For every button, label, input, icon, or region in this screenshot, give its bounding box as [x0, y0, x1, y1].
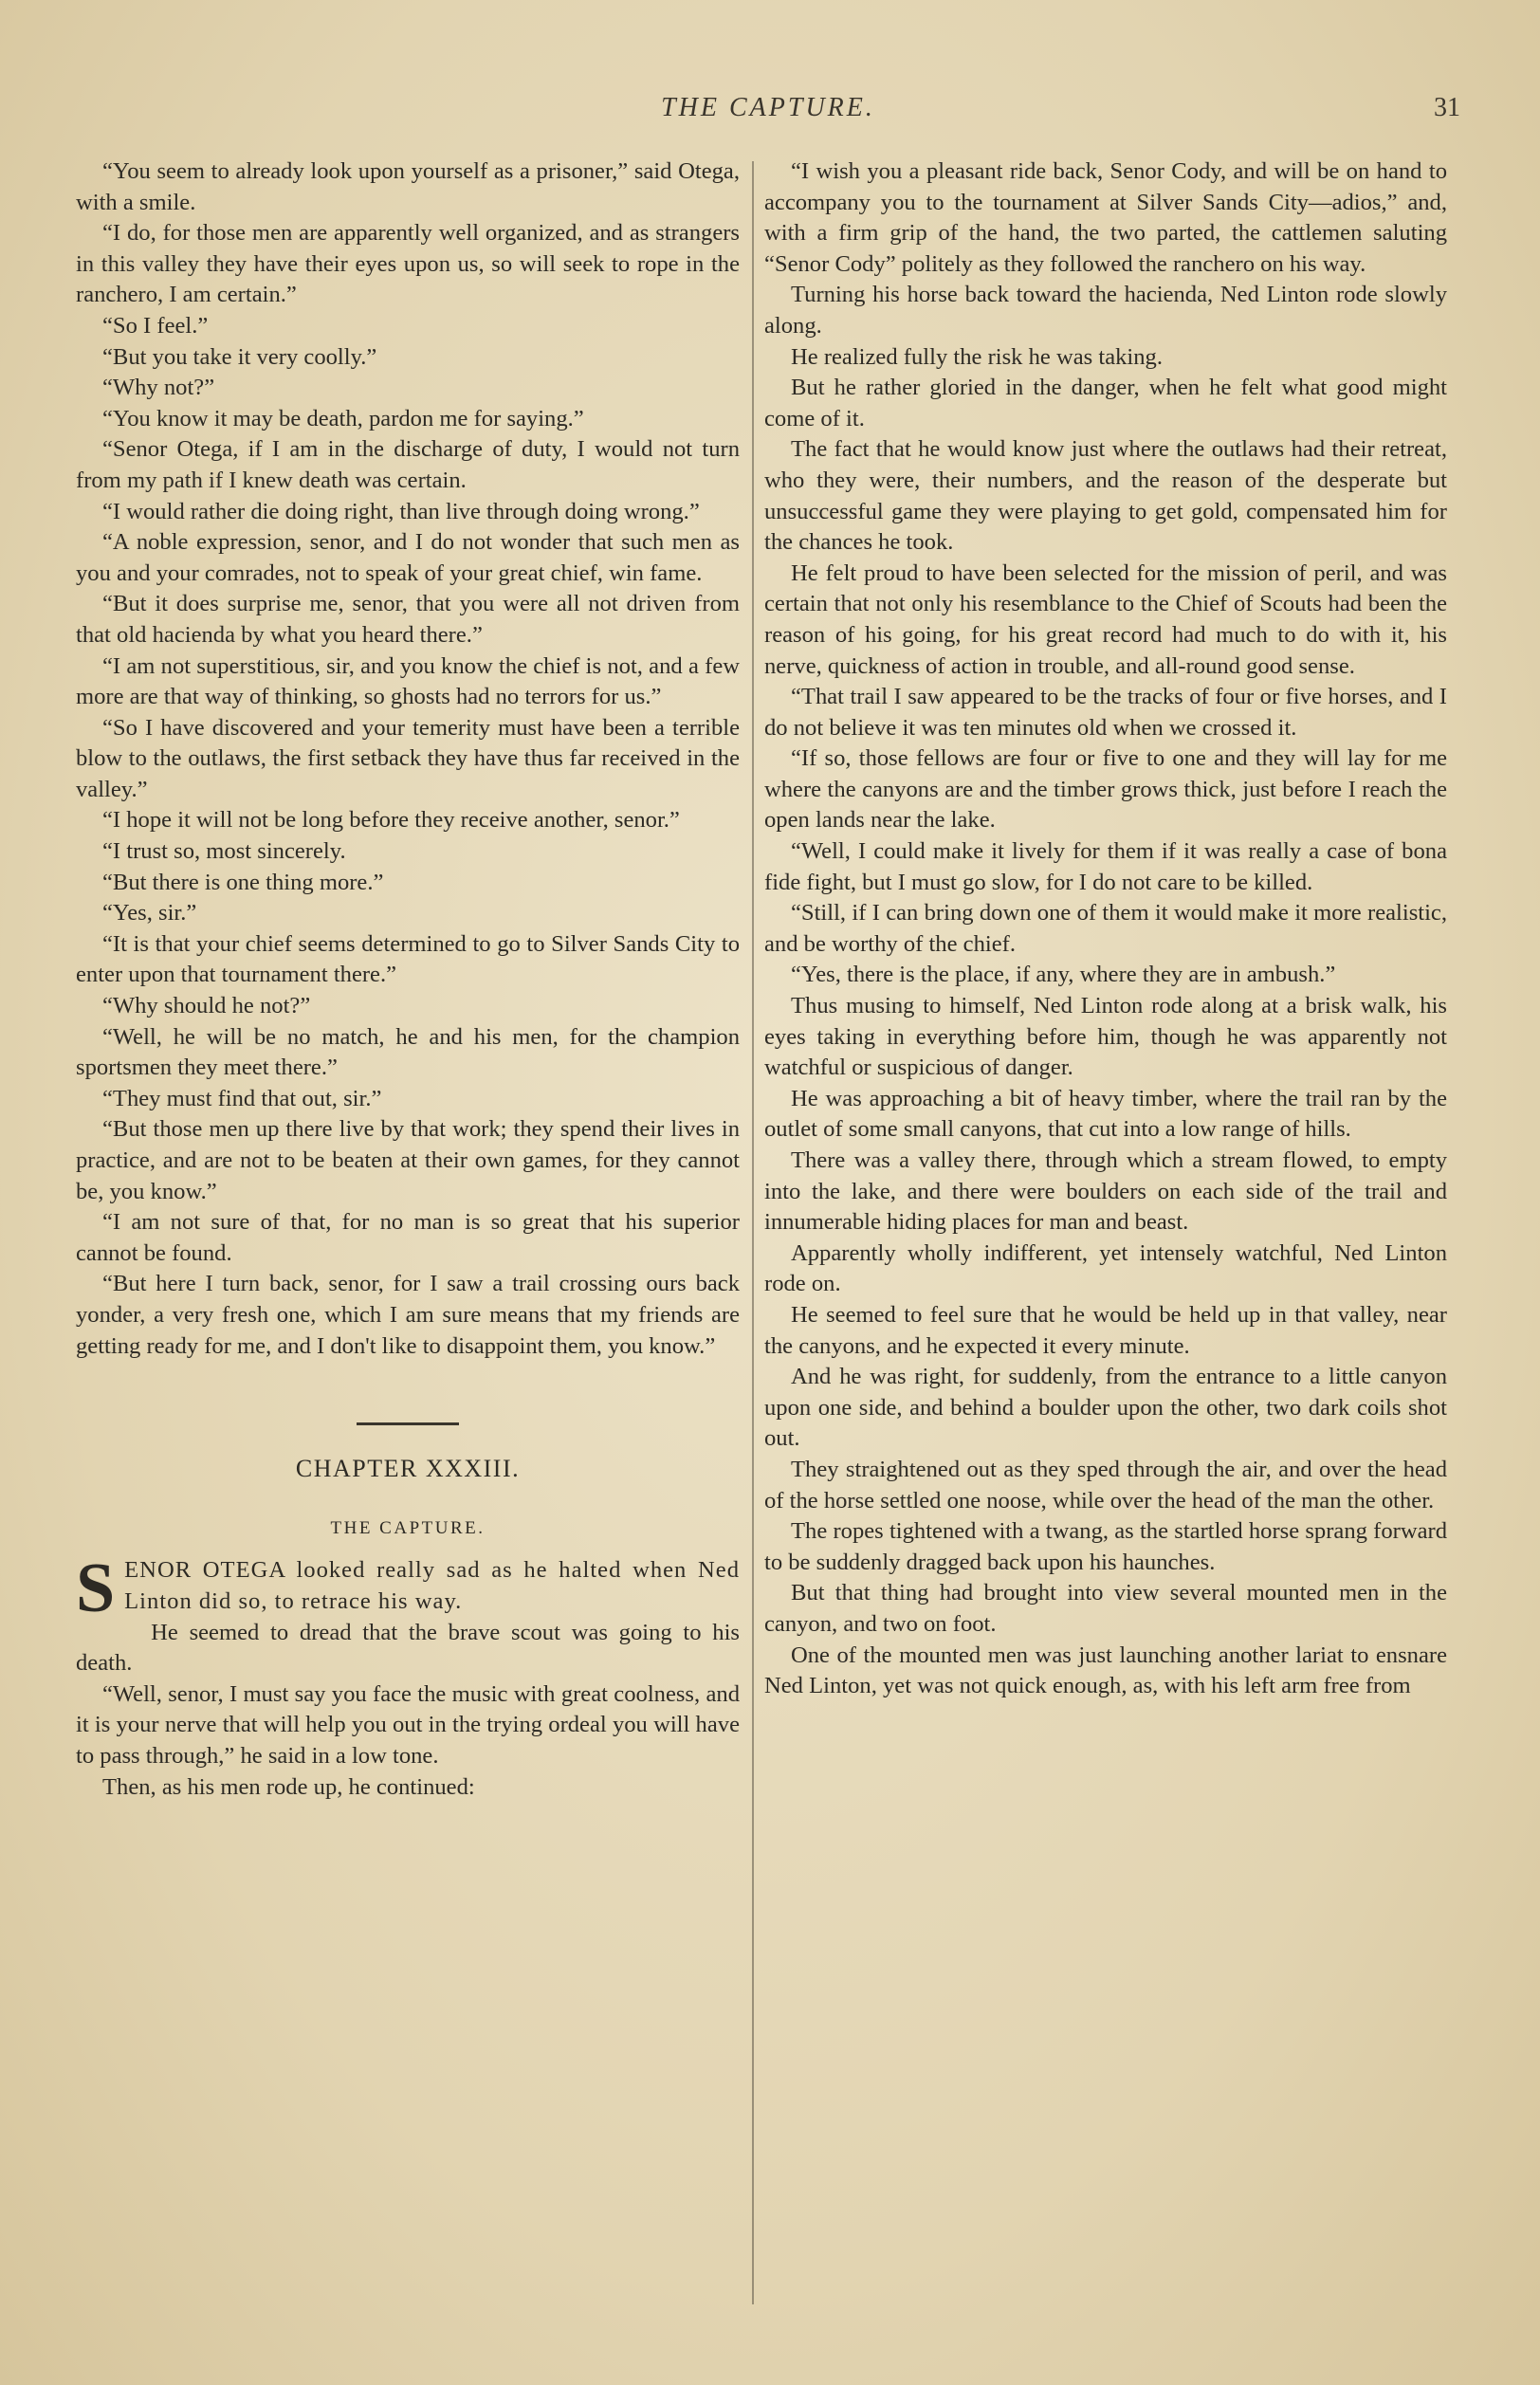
- paragraph: Apparently wholly indifferent, yet intensely watchful, Ned Linton rode on.: [764, 1239, 1447, 1297]
- paragraph: “A noble expression, senor, and I do not wonder that such men as you and your comrades, not to speak of your great chief, win fame.: [76, 529, 740, 586]
- column-rule: [752, 161, 754, 2304]
- chapter-subtitle: THE CAPTURE.: [330, 1517, 486, 1538]
- paragraph: “Still, if I can bring down one of them it would make it more realistic, and be worthy of the chief.: [764, 900, 1447, 957]
- paragraph: They straightened out as they sped through the air, and over the head of the horse settled one noose, while over the head of the man the other.: [764, 1456, 1447, 1514]
- paragraph: The fact that he would know just where the outlaws had their retreat, who they were, their numbers, and the reason of the desperate but unsuccessful game they were playing to get gold, compensated him for the chances he took.: [764, 436, 1447, 556]
- paragraph: “You seem to already look upon yourself as a prisoner,” said Otega, with a smile.: [76, 158, 740, 215]
- paragraph: “I wish you a pleasant ride back, Senor Cody, and will be on hand to accompany you to the tournament at Silver Sands City—adios,” and, with a firm grip of the hand, the two parted, the cattlemen saluting “Senor Cody” politely as they followed the ranchero on his way.: [764, 158, 1447, 277]
- paragraph: “But you take it very coolly.”: [102, 343, 377, 370]
- paragraph: “Well, senor, I must say you face the music with great coolness, and it is your nerve that will help you out in the trying ordeal you will have to pass through,” he said in a low tone.: [76, 1680, 740, 1769]
- paragraph: The ropes tightened with a twang, as the startled horse sprang forward to be suddenly dragged back upon his haunches.: [764, 1518, 1447, 1575]
- paragraph: “I am not sure of that, for no man is so great that his superior cannot be found.: [76, 1209, 740, 1266]
- paragraph: “I trust so, most sincerely.: [102, 838, 346, 865]
- paragraph: He realized fully the risk he was taking.: [791, 343, 1163, 370]
- paragraph: Thus musing to himself, Ned Linton rode along at a brisk walk, his eyes taking in everything before him, though he was apparently not watchful or suspicious of danger.: [764, 993, 1447, 1081]
- paragraph: But he rather gloried in the danger, when he felt what good might come of it.: [764, 375, 1447, 431]
- paragraph: “I would rather die doing right, than live through doing wrong.”: [102, 498, 700, 524]
- paragraph: “But there is one thing more.”: [102, 869, 384, 895]
- paragraph: But that thing had brought into view several mounted men in the canyon, and two on foot.: [764, 1580, 1447, 1637]
- right-column: [764, 156, 1447, 1702]
- paragraph: He seemed to dread that the brave scout was going to his death.: [76, 1619, 740, 1677]
- page-header: [76, 93, 1460, 131]
- paragraph: One of the mounted men was just launching another lariat to ensnare Ned Linton, yet was not quick enough, as, with his left arm free from: [764, 1642, 1447, 1699]
- paragraph: “Why should he not?”: [102, 993, 311, 1019]
- running-title: THE CAPTURE.: [661, 93, 875, 122]
- page-number: 31: [1434, 93, 1460, 122]
- paragraph: “You know it may be death, pardon me for saying.”: [102, 405, 584, 431]
- paragraph: “If so, those fellows are four or five to one and they will lay for me where the canyons are and the timber grows thick, just before I reach the open lands near the lake.: [764, 745, 1447, 834]
- paragraph: “Yes, sir.”: [102, 900, 197, 926]
- paragraph: “Why not?”: [102, 375, 215, 401]
- paragraph: He seemed to feel sure that he would be held up in that valley, near the canyons, and he expected it every minute.: [764, 1301, 1447, 1359]
- paragraph: “Yes, there is the place, if any, where they are in ambush.”: [791, 962, 1336, 988]
- paragraph: “I hope it will not be long before they receive another, senor.”: [102, 807, 680, 834]
- drop-cap: S: [76, 1550, 116, 1628]
- paragraph: “So I feel.”: [102, 312, 209, 339]
- left-column: [76, 156, 740, 1803]
- first-paragraph-text: ENOR OTEGA looked really sad as he halted when Ned Linton did so, to retrace his way.: [124, 1557, 740, 1614]
- chapter-divider: [357, 1422, 459, 1425]
- paragraph: “But it does surprise me, senor, that you were all not driven from that old hacienda by what you heard there.”: [76, 591, 740, 648]
- chapter-opening: [76, 1422, 740, 1803]
- paragraph: And he was right, for suddenly, from the entrance to a little canyon upon one side, and behind a boulder upon the other, two dark coils shot out.: [764, 1364, 1447, 1452]
- paragraph: “Well, I could make it lively for them if it was really a case of bona fide fight, but I must go slow, for I do not care to be killed.: [764, 838, 1447, 895]
- paragraph: “But here I turn back, senor, for I saw a trail crossing ours back yonder, a very fresh one, which I am sure means that my friends are getting ready for me, and I don't like to disappoint them, you know.”: [76, 1271, 740, 1359]
- paragraph: “I do, for those men are apparently well organized, and as strangers in this valley they have their eyes upon us, so will seek to rope in the ranchero, I am certain.”: [76, 220, 740, 308]
- paragraph: He felt proud to have been selected for the mission of peril, and was certain that not only his resemblance to the Chief of Scouts had been the reason of his going, for his great record had much to do with it, his nerve, quickness of action in trouble, and all-round good sense.: [764, 560, 1447, 679]
- paragraph: Turning his horse back toward the hacienda, Ned Linton rode slowly along.: [764, 282, 1447, 339]
- chapter-heading: CHAPTER XXXIII.: [295, 1455, 521, 1483]
- paragraph: “Senor Otega, if I am in the discharge of duty, I would not turn from my path if I knew death was certain.: [76, 436, 740, 493]
- paragraph: “So I have discovered and your temerity must have been a terrible blow to the outlaws, the first setback they have thus far received in the valley.”: [76, 714, 740, 802]
- paragraph: “I am not superstitious, sir, and you know the chief is not, and a few more are that way of thinking, so ghosts had no terrors for us.”: [76, 652, 740, 710]
- paragraph: “Well, he will be no match, he and his men, for the champion sportsmen they meet there.”: [76, 1023, 740, 1081]
- paragraph: “It is that your chief seems determined to go to Silver Sands City to enter upon that tournament there.”: [76, 930, 740, 988]
- paragraph: “But those men up there live by that work; they spend their lives in practice, and are not to be beaten at their own games, for they cannot be, you know.”: [76, 1116, 740, 1204]
- paragraph: There was a valley there, through which a stream flowed, to empty into the lake, and there were boulders on each side of the trail and innumerable hiding places for man and beast.: [764, 1147, 1447, 1236]
- paragraph: “They must find that out, sir.”: [102, 1085, 382, 1111]
- paragraph: Then, as his men rode up, he continued:: [102, 1773, 475, 1800]
- chapter-first-paragraph: [76, 1550, 740, 1628]
- paragraph: He was approaching a bit of heavy timber, where the trail ran by the outlet of some small canyons, that cut into a low range of hills.: [764, 1085, 1447, 1143]
- paragraph: “That trail I saw appeared to be the tracks of four or five horses, and I do not believe it was ten minutes old when we crossed it.: [764, 684, 1447, 741]
